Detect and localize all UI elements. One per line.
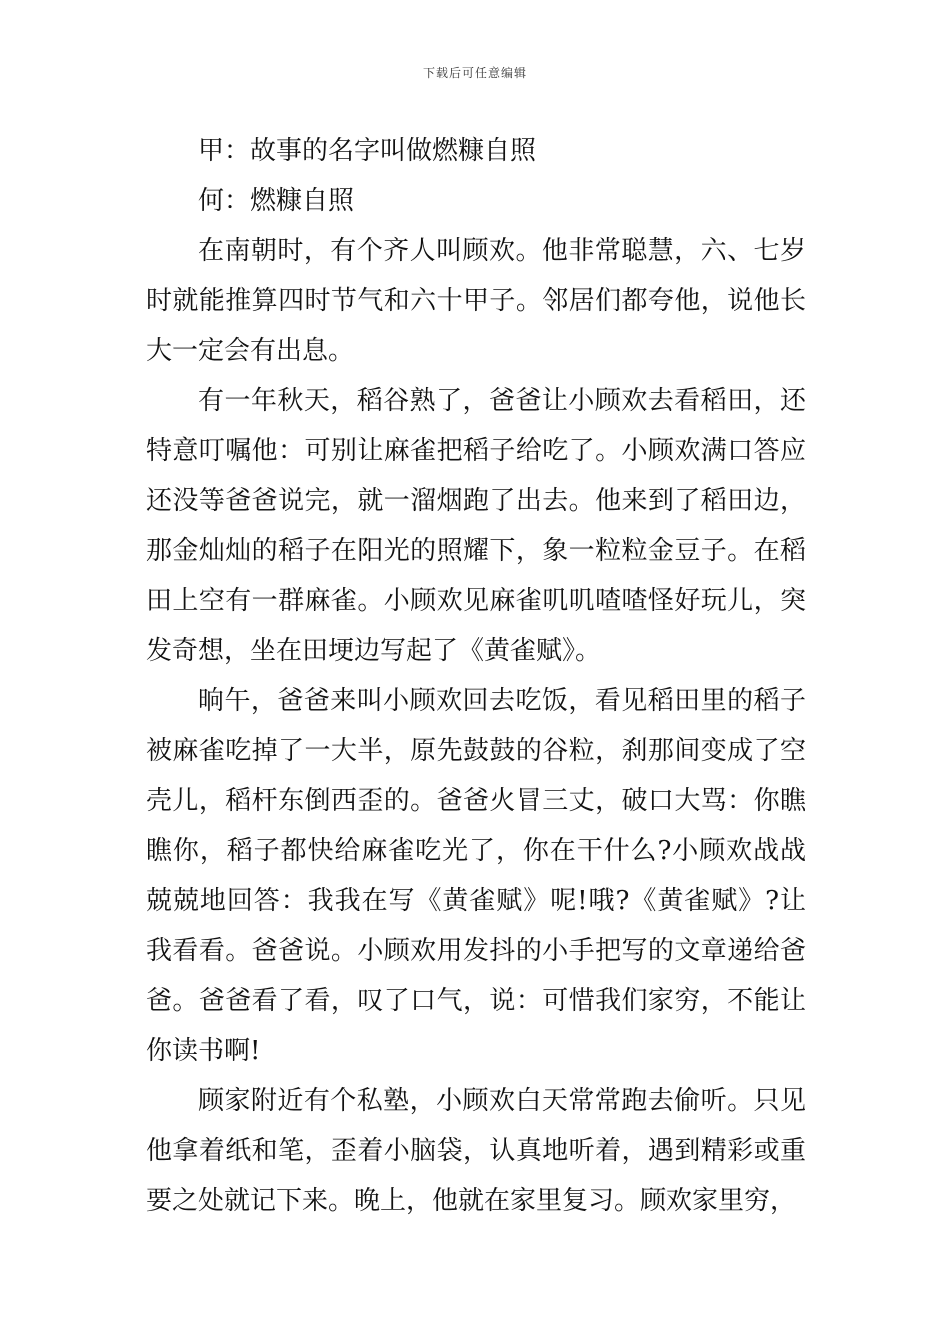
paragraph-6: 顾家附近有个私塾，小顾欢白天常常跑去偷听。只见他拿着纸和笔，歪着小脑袋，认真地听着，遇到精彩或重要之处就记下来。晚上，他就在家里复习。顾欢家里穷， <box>146 1086 806 1216</box>
page-header-note: 下载后可任意编辑 <box>422 66 527 80</box>
paragraph-5: 晌午，爸爸来叫小顾欢回去吃饭，看见稻田里的稻子被麻雀吃掉了一大半，原先鼓鼓的谷粒，刹那间变成了空壳儿，稻杆东倒西歪的。爸爸火冒三丈，破口大骂：你瞧瞧你，稻子都快给麻雀吃光了，你在干什么?小顾欢战战兢兢地回答：我我在写《黄雀赋》呢!哦?《黄雀赋》?让我看看。爸爸说。小顾欢用发抖的小手把写的文章递给爸爸。爸爸看了看，叹了口气，说：可惜我们家穷，不能让你读书啊! <box>146 686 806 1066</box>
paragraph-4: 有一年秋天，稻谷熟了，爸爸让小顾欢去看稻田，还特意叮嘱他：可别让麻雀把稻子给吃了。小顾欢满口答应还没等爸爸说完，就一溜烟跑了出去。他来到了稻田边，那金灿灿的稻子在阳光的照耀下，象一粒粒金豆子。在稻田上空有一群麻雀。小顾欢见麻雀叽叽喳喳怪好玩儿，突发奇想，坐在田埂边写起了《黄雀赋》。 <box>146 386 806 666</box>
paragraph-3: 在南朝时，有个齐人叫顾欢。他非常聪慧，六、七岁时就能推算四时节气和六十甲子。邻居们都夸他，说他长大一定会有出息。 <box>146 236 806 366</box>
paragraph-1: 甲：故事的名字叫做燃糠自照 <box>198 136 537 166</box>
document-body <box>146 126 806 1226</box>
paragraph-2: 何：燃糠自照 <box>198 186 355 216</box>
